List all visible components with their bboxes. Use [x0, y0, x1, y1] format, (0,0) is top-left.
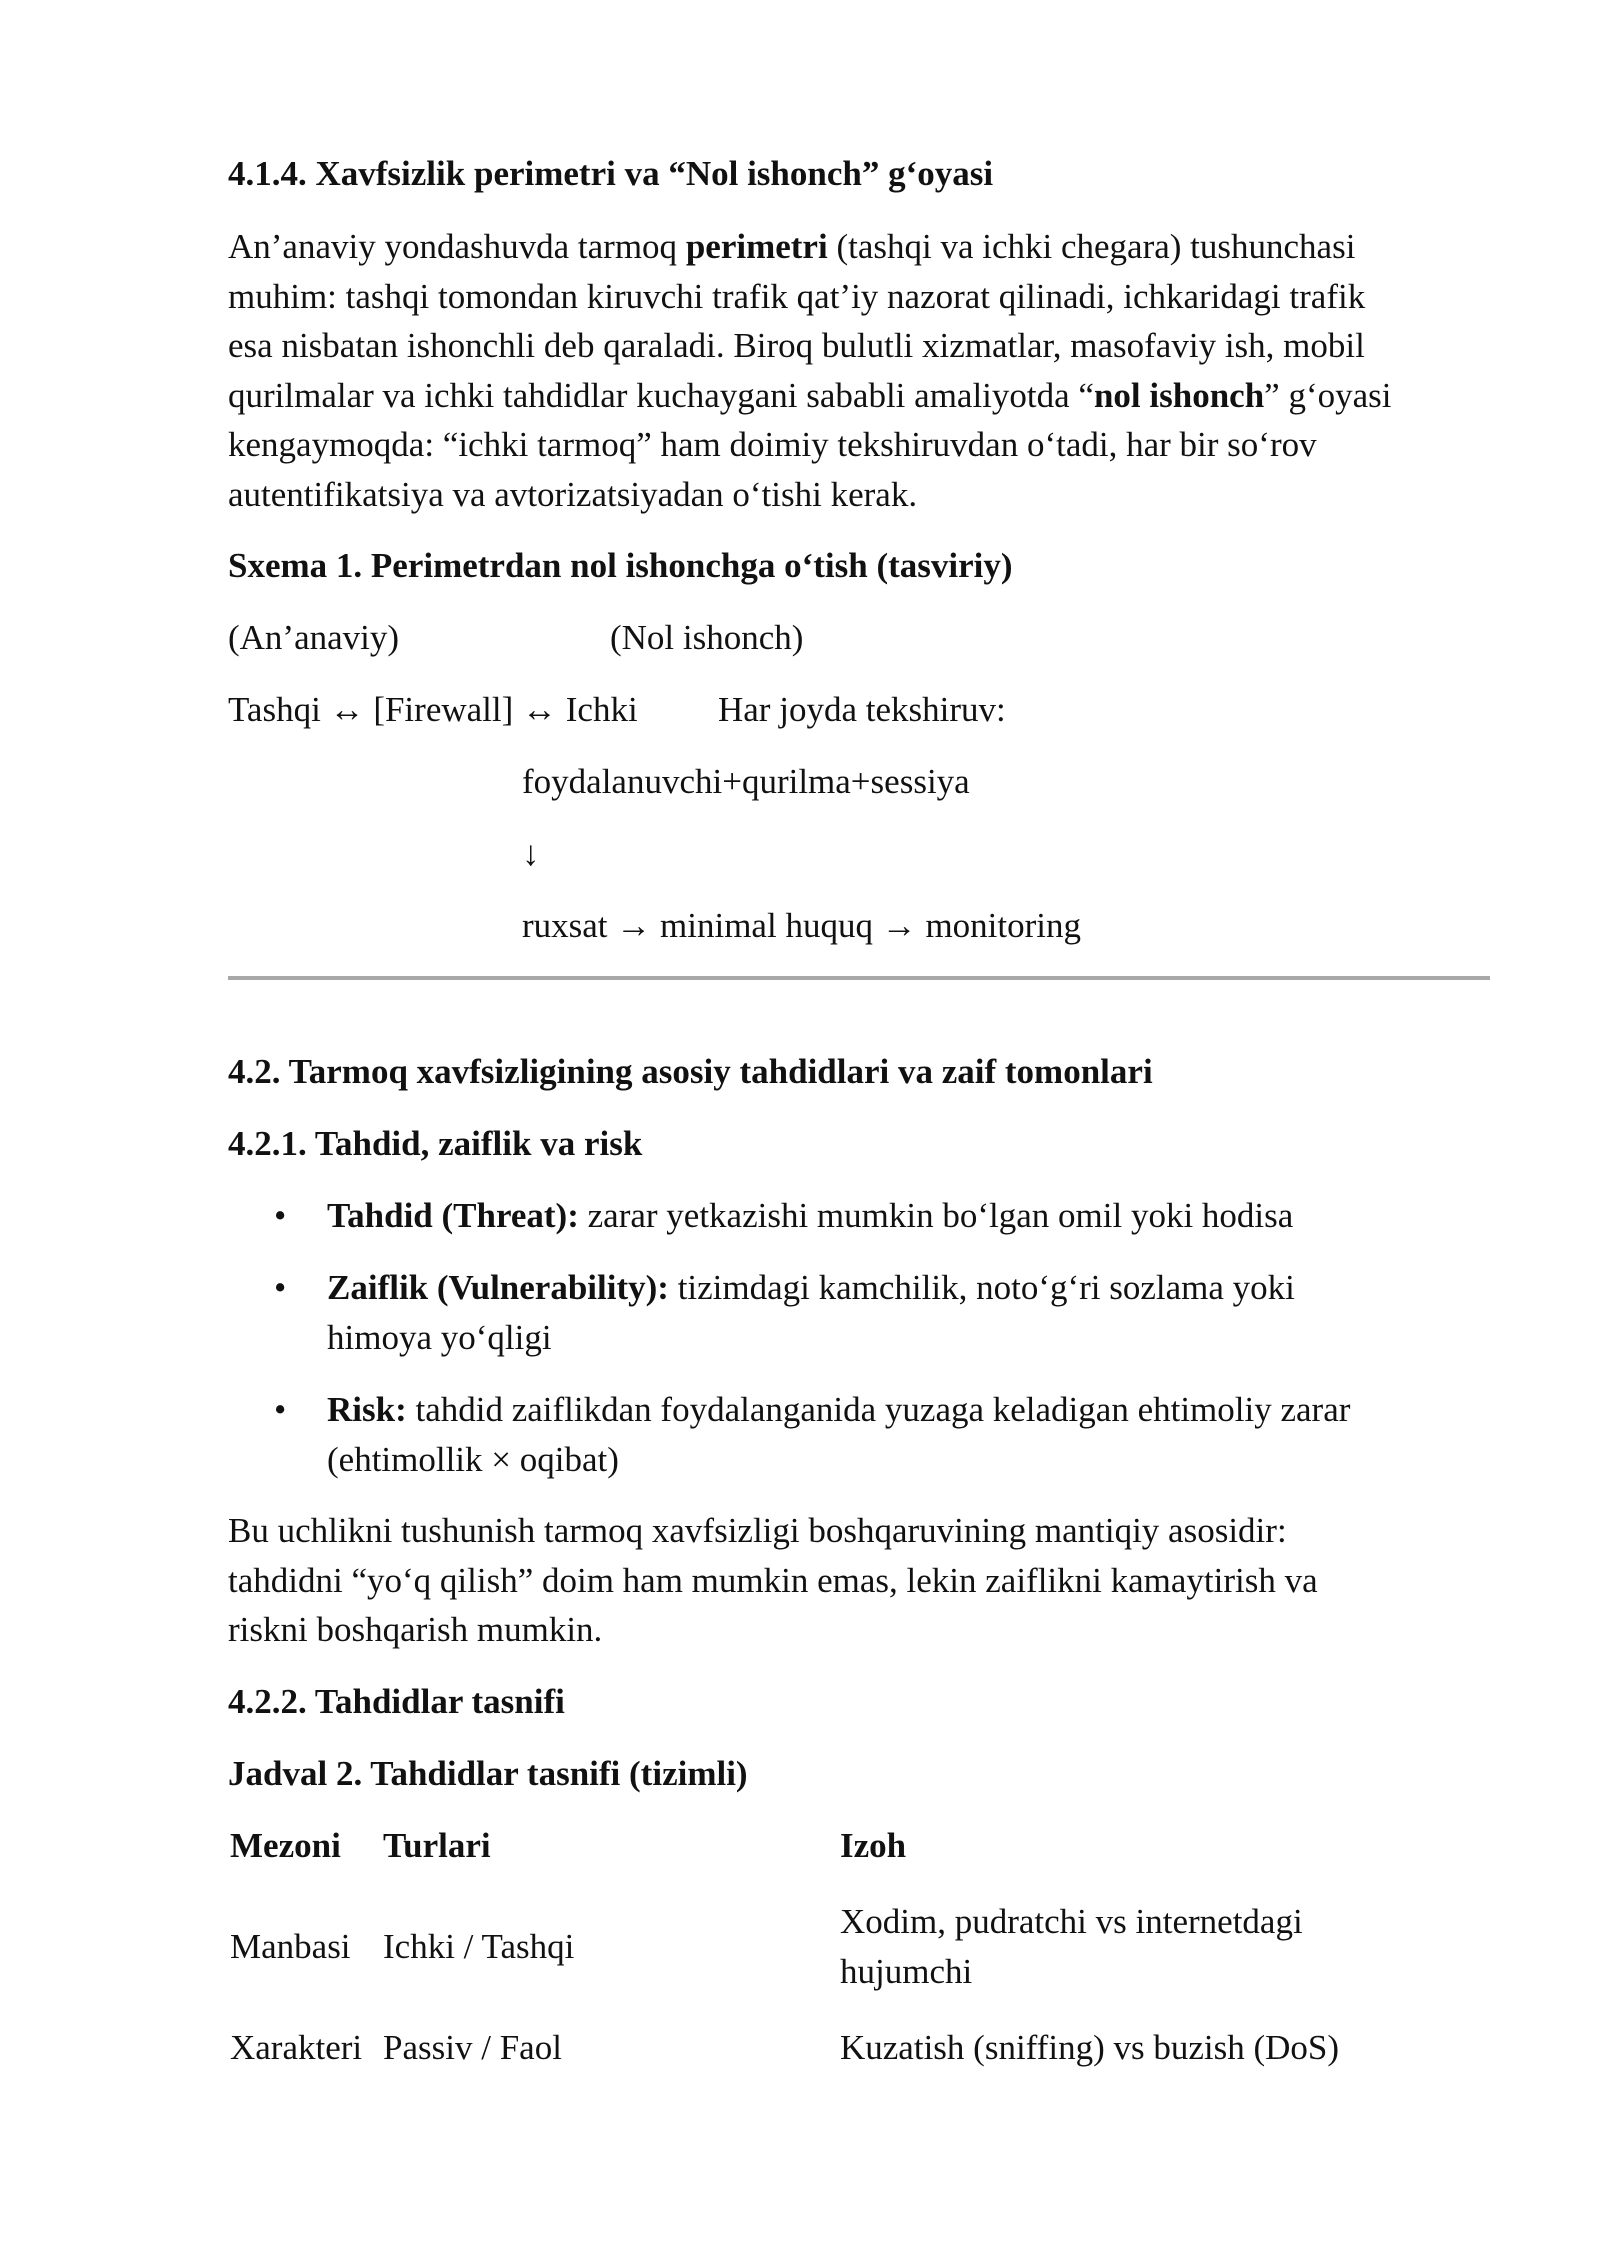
bullet-dot-icon: • — [274, 1196, 287, 1235]
scheme-title: Sxema 1. Perimetrdan nol ishonchga o‘tish (tasviriy) — [228, 546, 1013, 585]
paragraph-line: kengaymoqda: “ichki tarmoq” ham doimiy tekshiruvdan o‘tadi, har bir so‘rov — [228, 425, 1317, 465]
scheme-flow-left: Tashqi ↔ [Firewall] ↔ Ichki — [228, 690, 638, 729]
table-cell: Passiv / Faol — [383, 2028, 562, 2067]
scheme-flow-right: Har joyda tekshiruv: — [718, 690, 1006, 729]
table-cell: Xarakteri — [230, 2028, 363, 2067]
column-header-mezoni: Mezoni — [230, 1826, 341, 1865]
paragraph-line: Bu uchlikni tushunish tarmoq xavfsizligi boshqaruvining mantiqiy asosidir: — [228, 1511, 1287, 1550]
section-heading-4-1-4: 4.1.4. Xavfsizlik perimetri va “Nol ishonch” g‘oyasi — [228, 154, 994, 193]
scheme-arrow: ↓ — [522, 834, 540, 873]
section-heading-4-2-1: 4.2.1. Tahdid, zaiflik va risk — [228, 1124, 643, 1163]
scheme-step-1: foydalanuvchi+qurilma+sessiya — [522, 762, 970, 801]
section-heading-4-2-2: 4.2.2. Tahdidlar tasnifi — [228, 1682, 565, 1721]
horizontal-divider — [228, 976, 1490, 980]
table-title: Jadval 2. Tahdidlar tasnifi (tizimli) — [228, 1754, 748, 1793]
paragraph-line: autentifikatsiya va avtorizatsiyadan o‘tishi kerak. — [228, 474, 918, 514]
scheme-right-label: (Nol ishonch) — [610, 618, 804, 657]
paragraph-line: muhim: tashqi tomondan kiruvchi trafik qat’iy nazorat qilinadi, ichkaridagi trafik — [228, 276, 1366, 316]
bullet-term: Tahdid (Threat): — [327, 1196, 579, 1235]
scheme-left-label: (An’anaviy) — [228, 618, 400, 657]
table-cell: Ichki / Tashqi — [383, 1927, 575, 1966]
bold-term-perimetri: perimetri — [685, 227, 828, 266]
paragraph-line: esa nisbatan ishonchli deb qaraladi. Biroq bulutli xizmatlar, masofaviy ish, mobil — [228, 326, 1365, 366]
paragraph-line: riskni boshqarish mumkin. — [228, 1610, 603, 1650]
paragraph-line: An’anaviy yondashuvda tarmoq perimetri (tashqi va ichki chegara) tushunchasi — [228, 227, 1356, 266]
section-heading-4-2: 4.2. Tarmoq xavfsizligining asosiy tahdidlari va zaif tomonlari — [228, 1052, 1153, 1091]
bold-term-nol-ishonch: nol ishonch — [1093, 375, 1265, 415]
triad-paragraph — [228, 1506, 1490, 1655]
bullet-term: Zaiflik (Vulnerability): — [327, 1268, 669, 1307]
perimeter-paragraph — [228, 222, 1490, 520]
scheme-step-2: ruxsat → minimal huquq → monitoring — [522, 906, 1081, 945]
bullet-dot-icon: • — [274, 1268, 287, 1307]
paragraph-line: qurilmalar va ichki tahdidlar kuchaygani sababli amaliyotda “nol ishonch” g‘oyasi — [228, 375, 1392, 415]
bullet-dot-icon: • — [274, 1390, 287, 1429]
bullet-term: Risk: — [327, 1390, 407, 1429]
paragraph-line: tahdidni “yo‘q qilish” doim ham mumkin emas, lekin zaiflikni kamaytirish va — [228, 1560, 1318, 1600]
table-cell: Manbasi — [230, 1927, 351, 1966]
table-cell: Kuzatish (sniffing) vs buzish (DoS) — [840, 2028, 1340, 2067]
table-cell: Xodim, pudratchi vs internetdagi hujumchi — [840, 1902, 1303, 1991]
column-header-izoh: Izoh — [840, 1826, 907, 1865]
column-header-turlari: Turlari — [383, 1826, 491, 1865]
